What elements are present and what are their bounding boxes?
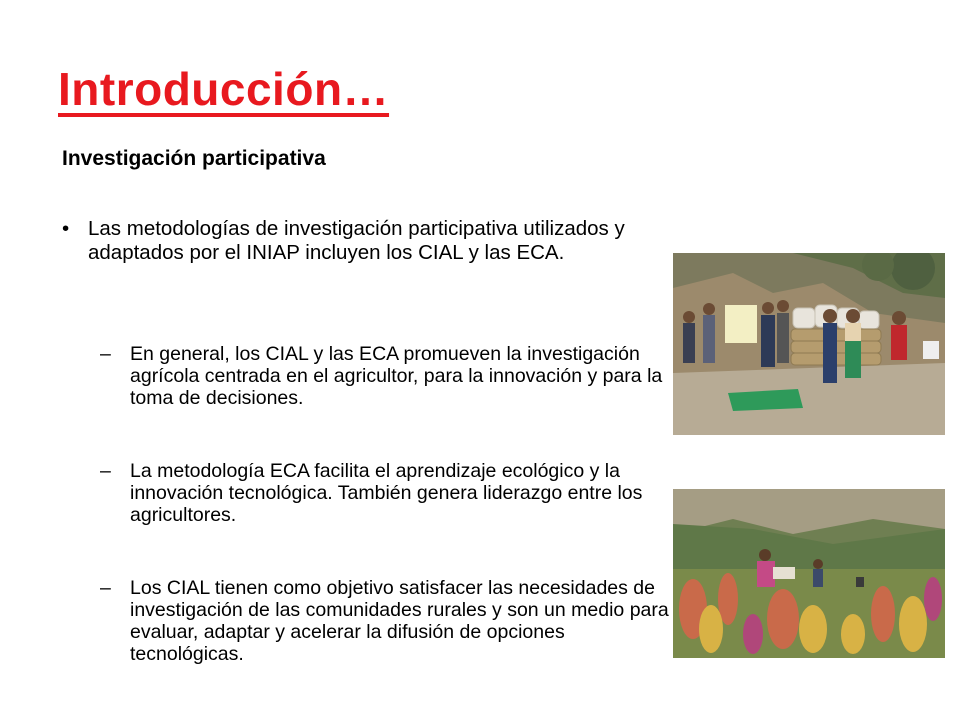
dash-marker: – xyxy=(100,343,111,365)
main-bullet xyxy=(62,217,662,265)
sub-bullet xyxy=(100,460,672,526)
bullet-marker: • xyxy=(62,217,70,240)
main-bullet-text: Las metodologías de investigación participativa utilizados y adaptados por el INIAP incluyen los CIAL y las ECA. xyxy=(88,217,625,264)
dash-marker: – xyxy=(100,460,111,482)
sub-bullet xyxy=(100,343,672,409)
slide-title: Introducción… xyxy=(58,63,390,115)
farmers-meeting-photo xyxy=(673,253,945,435)
sub-bullet xyxy=(100,577,672,665)
slide-subtitle: Investigación participativa xyxy=(62,147,326,170)
sub-bullet-text: La metodología ECA facilita el aprendizaje ecológico y la innovación tecnológica. También genera liderazgo entre los agricultores. xyxy=(130,460,643,526)
dash-marker: – xyxy=(100,577,111,599)
quinoa-field-photo xyxy=(673,489,945,658)
sub-bullet-text: Los CIAL tienen como objetivo satisfacer las necesidades de investigación de las comunidades rurales y son un medio para evaluar, adaptar y acelerar la difusión de opciones tecnológicas. xyxy=(130,577,669,665)
sub-bullet-text: En general, los CIAL y las ECA promueven la investigación agrícola centrada en el agricultor, para la innovación y para la toma de decisiones. xyxy=(130,343,663,409)
